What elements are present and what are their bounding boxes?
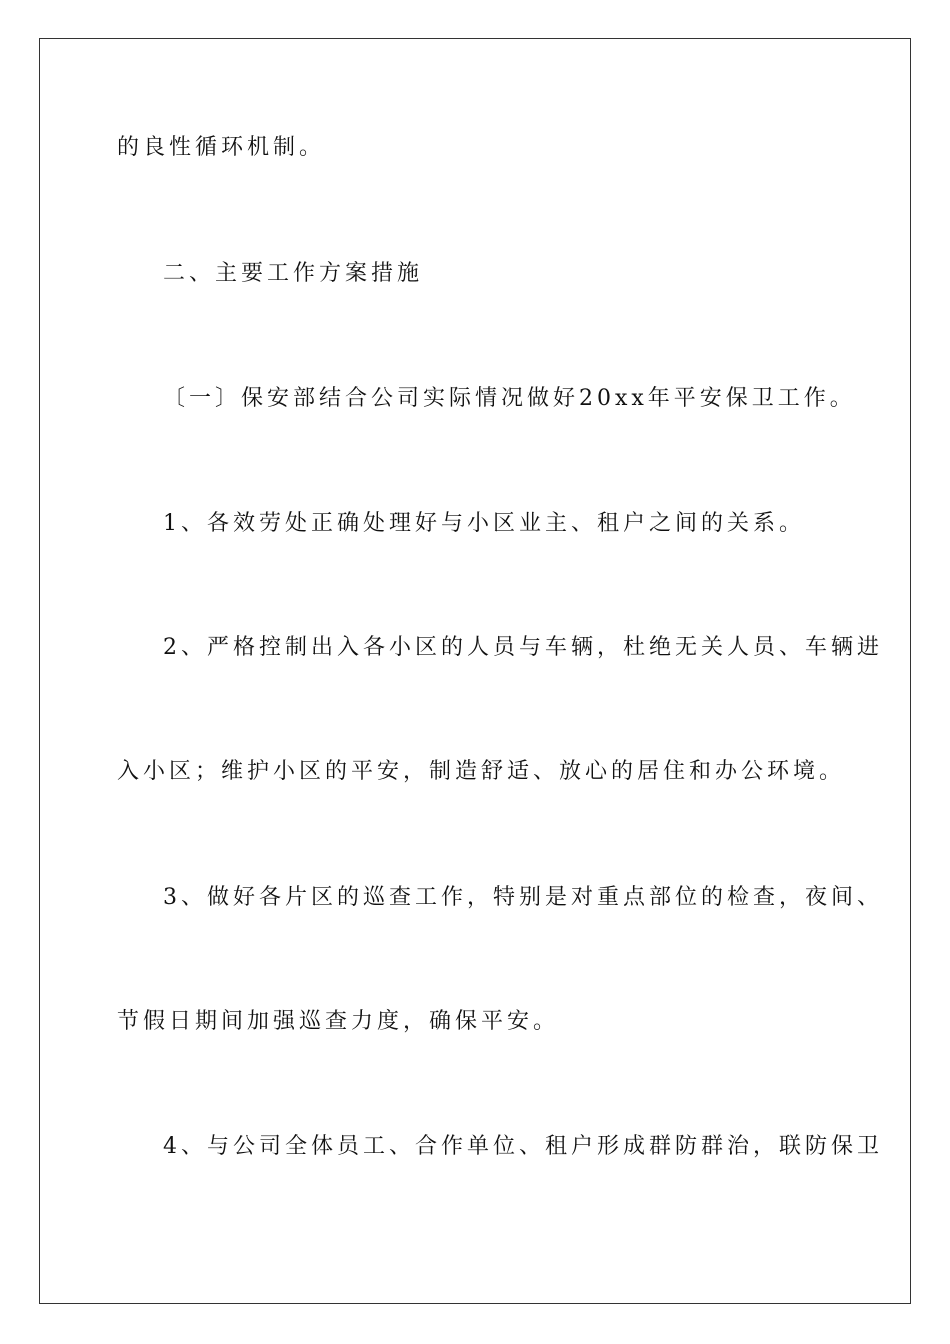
list-item-1: 1、各效劳处正确处理好与小区业主、租户之间的关系。 xyxy=(163,511,805,536)
subsection-heading: 〔一〕保安部结合公司实际情况做好20xx年平安保卫工作。 xyxy=(163,386,856,411)
paragraph-continuation: 的良性循环机制。 xyxy=(117,135,326,160)
list-item-3-continuation: 节假日期间加强巡查力度，确保平安。 xyxy=(117,1009,560,1034)
list-item-2: 2、严格控制出入各小区的人员与车辆，杜绝无关人员、车辆进 xyxy=(163,635,883,660)
page-border xyxy=(39,38,911,1304)
list-item-4: 4、与公司全体员工、合作单位、租户形成群防群治，联防保卫 xyxy=(163,1134,883,1159)
list-item-3: 3、做好各片区的巡查工作，特别是对重点部位的检查，夜间、 xyxy=(163,885,883,910)
section-heading: 二、主要工作方案措施 xyxy=(163,261,424,286)
list-item-2-continuation: 入小区；维护小区的平安，制造舒适、放心的居住和办公环境。 xyxy=(117,759,846,784)
